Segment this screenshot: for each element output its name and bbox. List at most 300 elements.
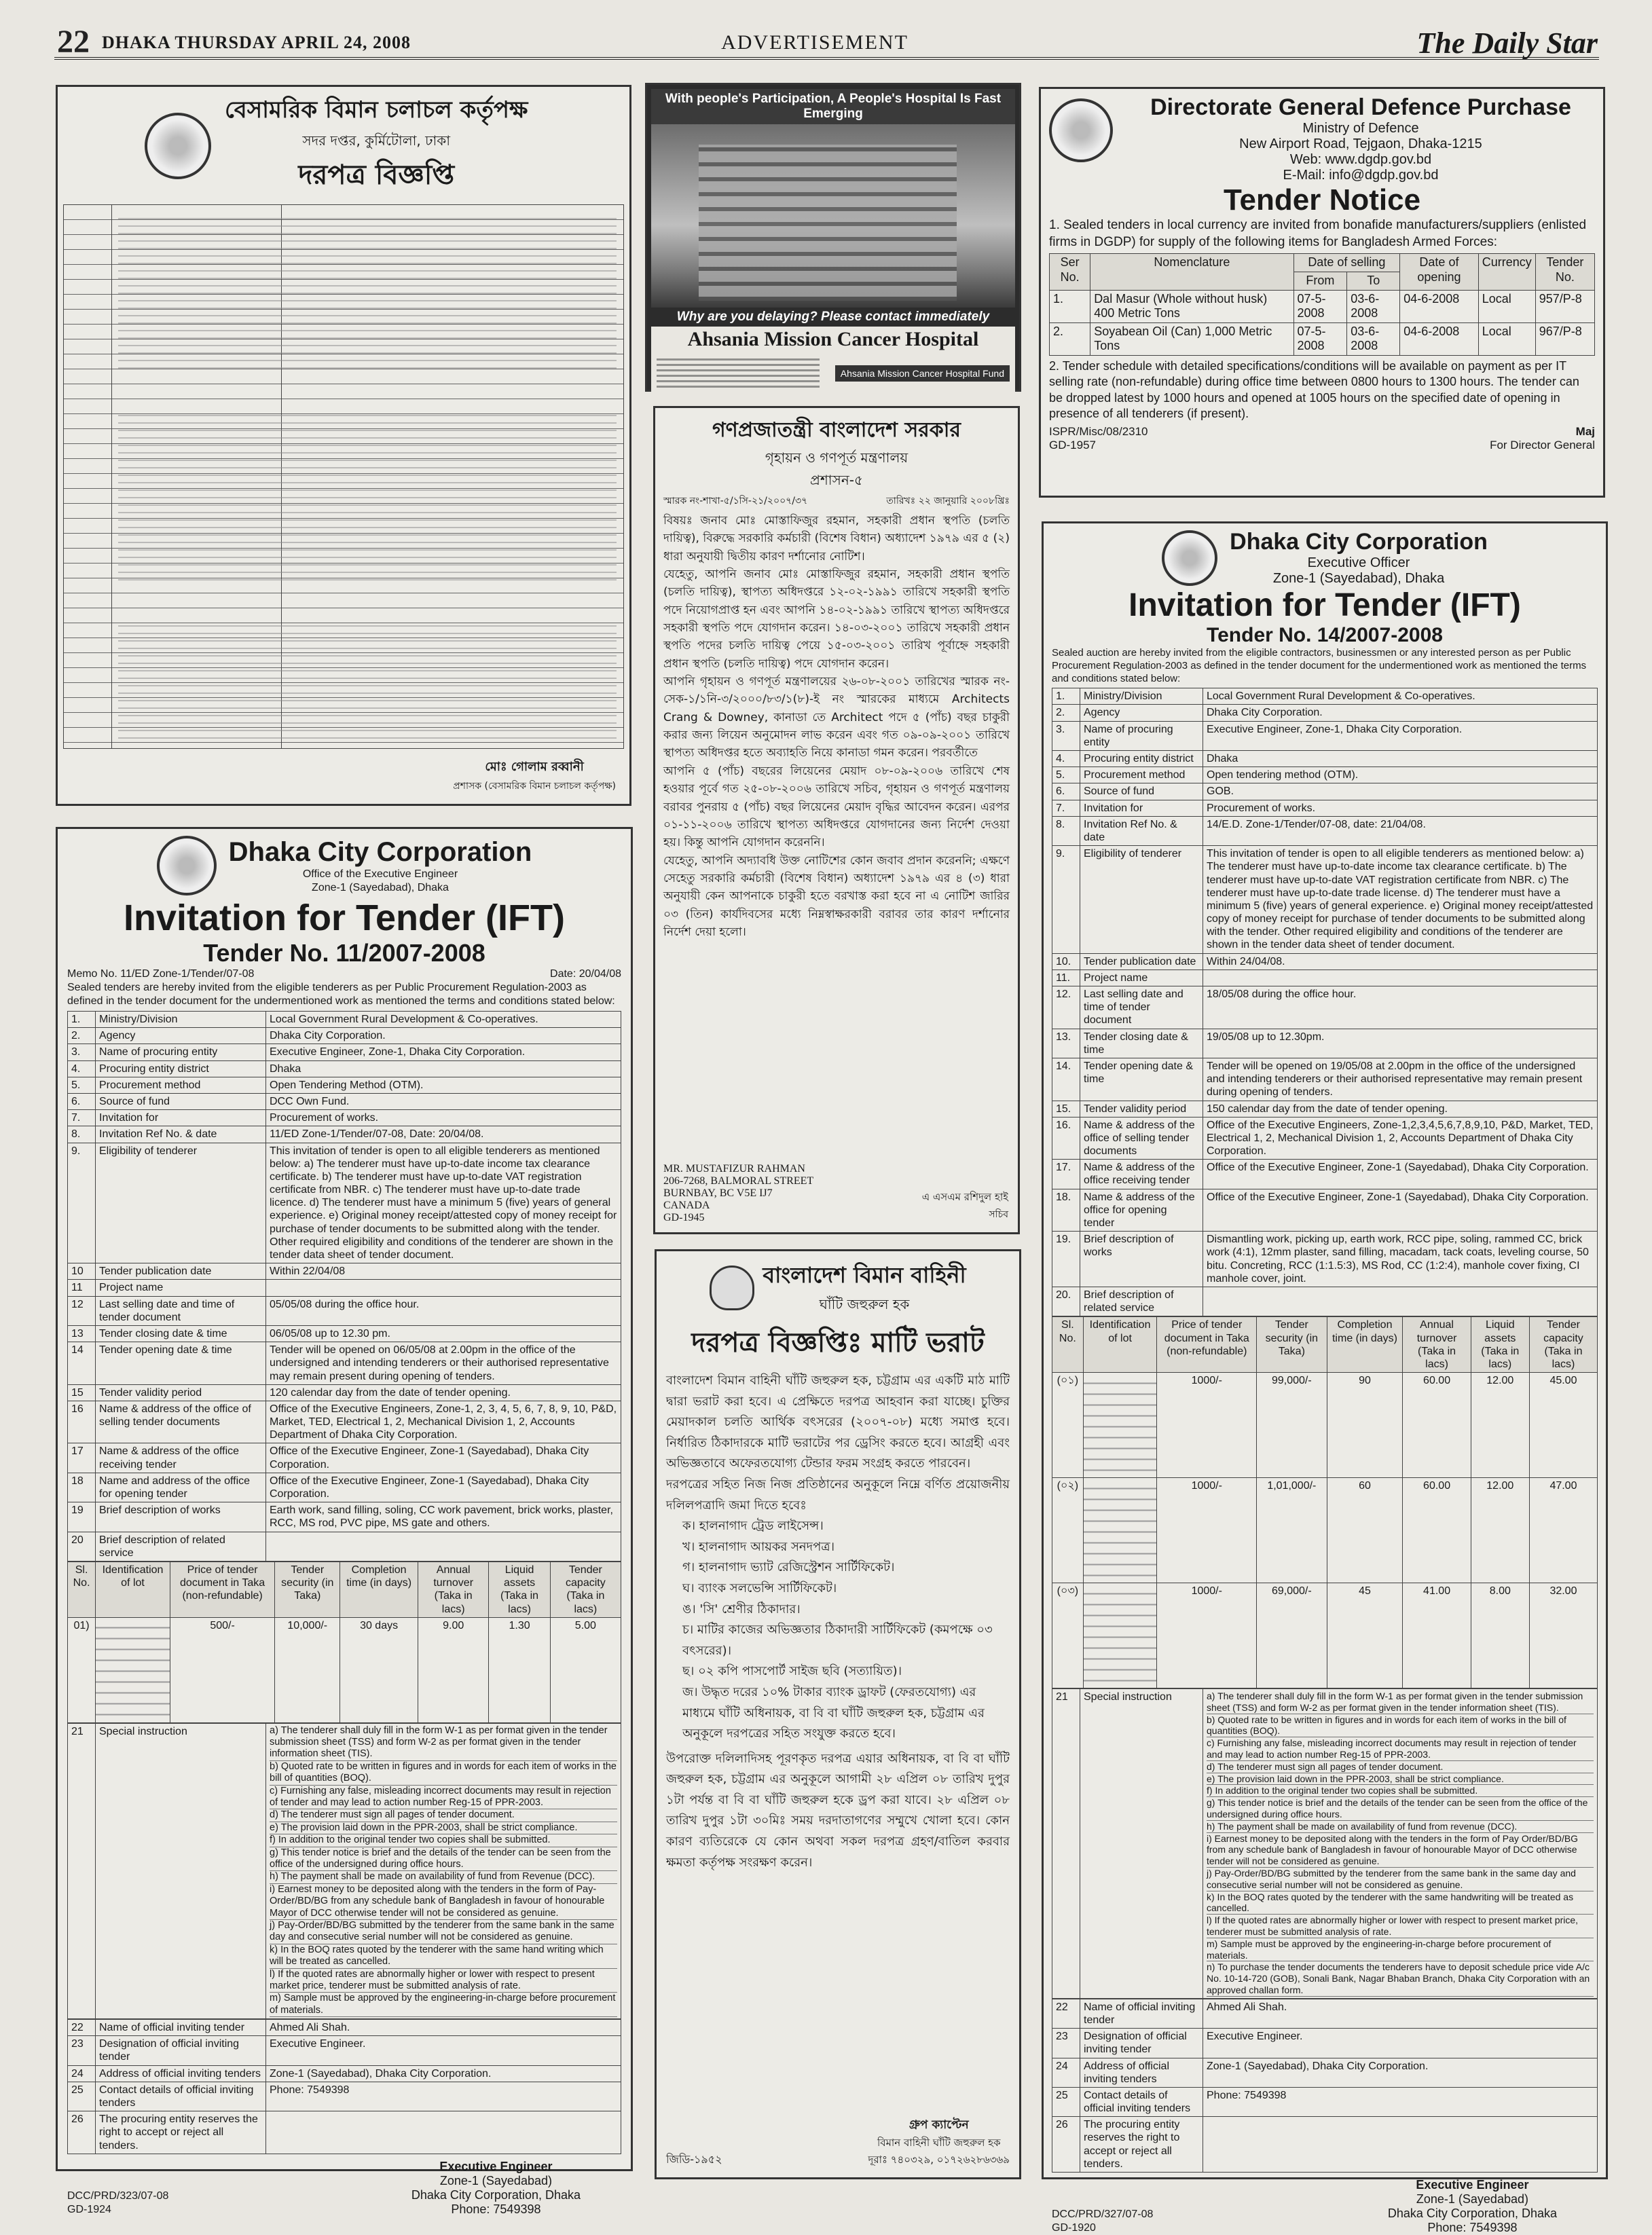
row-label: Procuring entity district xyxy=(96,1060,266,1077)
row-label: Name & address of the office for opening tender xyxy=(1080,1189,1203,1232)
row-value: Office of the Executive Engineer, Zone-1 (Sayedabad), Dhaka City Corporation. xyxy=(266,1443,621,1473)
dgdp-gd: GD-1957 xyxy=(1049,438,1096,451)
caab-signatory-name: মোঃ গোলাম রব্বানী xyxy=(485,760,584,774)
row-label: Project name xyxy=(1080,969,1203,986)
special-instruction: g) This tender notice is brief and the details of the tender can be seen from the office of the undersigned during office hours. xyxy=(270,1847,617,1872)
row-value: Office of the Executive Engineers, Zone-1,2,3,4,5,6,7,8,9,10, P&D, Market, TED, Electrical 1, 2, Mechanical Division 1, 2, Accounts Department of Dhaka City Corporation. xyxy=(1203,1117,1598,1160)
row-value: Local Government Rural Development & Co-operatives. xyxy=(1203,688,1598,705)
table-row xyxy=(68,1342,621,1385)
dgdp-col-open: Date of opening xyxy=(1400,254,1479,290)
table-row xyxy=(1052,2117,1598,2173)
lot-col-header: Sl. No. xyxy=(1052,1317,1084,1373)
lot-row xyxy=(1052,1583,1598,1688)
row-label: Invitation Ref No. & date xyxy=(96,1126,266,1143)
lot-cell: 69,000/- xyxy=(1257,1583,1327,1688)
lot-col-header: Price of tender document in Taka (non-refundable) xyxy=(170,1562,274,1617)
table-row xyxy=(1052,721,1598,750)
row-label: Tender opening date & time xyxy=(96,1342,266,1385)
row-value: Dhaka City Corporation. xyxy=(266,1028,621,1044)
row-number: 18 xyxy=(68,1473,96,1502)
lot-cell: 1000/- xyxy=(1157,1478,1257,1583)
table-row xyxy=(68,1532,621,1561)
special-instruction: j) Pay-Order/BD/BG submitted by the tenderer from the same bank in the same day and consecutive serial number will not be considered as genuine. xyxy=(270,1920,617,1944)
govt-addr-3: BURNBAY, BC V5E IJ7 xyxy=(663,1187,773,1199)
table-row xyxy=(68,1110,621,1126)
baf-list-item: খ। হালনাগাদ আয়কর সনদপত্র। xyxy=(682,1539,835,1554)
lot-cell: 1.30 xyxy=(489,1617,550,1722)
row-value: This invitation of tender is open to all eligible tenderers as mentioned below: a) The tenderer must have up-to-date income tax clearance certificate. b) The tenderer must have up-to-date VAT registration certificate from NBR. c) The tenderer must have up-to-date trade licence. d) The tenderer must have a minimum 5 (five) years of general experience. e) Original money receipt/attested copy of money receipt for purchase of tender documents to be submitted along with the tender. Other required eligibility and conditions of the tenderer are shown in the tender data sheet of tender document. xyxy=(266,1143,621,1263)
table-row xyxy=(1052,2029,1598,2058)
lot-cell: (০৩) xyxy=(1052,1583,1084,1688)
dgdp-cell-ser: 1. xyxy=(1050,290,1090,322)
table-row xyxy=(1052,2087,1598,2116)
row-number: 3. xyxy=(1052,721,1080,750)
dgdp-cell-from: 07-5-2008 xyxy=(1293,322,1347,355)
row-value: Local Government Rural Development & Co-operatives. xyxy=(266,1012,621,1028)
table-row xyxy=(1052,2058,1598,2087)
table-row xyxy=(68,1263,621,1280)
dcc-left-intro: Sealed tenders are hereby invited from the eligible tenderers as per Public Procurement Regulation-2003 as defined in the tender document for the undermentioned work as mentioned the terms and conditions stated below: xyxy=(67,982,615,1007)
dcc-left-sign-title: Executive Engineer xyxy=(439,2159,553,2173)
dgdp-email: E-Mail: info@dgdp.gov.bd xyxy=(1283,168,1439,183)
row-label: Procurement method xyxy=(1080,767,1203,783)
baf-list-item: ছ। ০২ কপি পাসপোর্ট সাইজ ছবি (সত্যায়িত)। xyxy=(682,1664,902,1679)
caab-ad xyxy=(56,85,631,806)
row-value: Phone: 7549398 xyxy=(266,2082,621,2111)
lot-cell: 5.00 xyxy=(550,1617,621,1722)
dgdp-intro: 1. Sealed tenders in local currency are invited from bonafide manufacturers/suppliers (enlisted firms in DGDP) for supply of the following items for Bangladesh Armed Forces: xyxy=(1049,218,1587,249)
row-number: 20. xyxy=(1052,1287,1080,1316)
row-value: 14/E.D. Zone-1/Tender/07-08, date: 21/04/08. xyxy=(1203,816,1598,845)
lot-col-header: Tender capacity (Taka in lacs) xyxy=(550,1562,621,1617)
dgdp-col-tender-no: Tender No. xyxy=(1535,254,1594,290)
baf-document-list xyxy=(666,1516,1010,1745)
table-row xyxy=(68,1093,621,1109)
table-row xyxy=(1052,1232,1598,1287)
lot-col-header: Identification of lot xyxy=(1083,1317,1157,1373)
row-number: 6. xyxy=(1052,783,1080,800)
special-instruction: d) The tenderer must sign all pages of tender document. xyxy=(1207,1761,1594,1773)
lot-cell: 90 xyxy=(1327,1373,1403,1478)
dgdp-cell-item: Dal Masur (Whole without husk) 400 Metric Tons xyxy=(1090,290,1293,322)
row-label: Tender publication date xyxy=(96,1263,266,1280)
row-value: Executive Engineer. xyxy=(266,2036,621,2065)
row-number: 19 xyxy=(68,1502,96,1532)
dcc-left-sign-org: Dhaka City Corporation, Dhaka xyxy=(411,2187,581,2202)
dgdp-ref: ISPR/Misc/08/2310 xyxy=(1049,424,1148,438)
table-row xyxy=(68,1280,621,1296)
row-label: Source of fund xyxy=(1080,783,1203,800)
baf-gd: জিডি-১৯৫২ xyxy=(666,2153,722,2166)
special-instruction: a) The tenderer shall duly fill in the form W-1 as per format given in the tender submission sheet (TSS) and form W-2 as per format given in the tender information sheet (TIS). xyxy=(1207,1691,1594,1714)
special-instruction: k) In the BOQ rates quoted by the tenderer with the same hand writing which will be treated as cancelled. xyxy=(270,1944,617,1969)
table-row xyxy=(1052,1029,1598,1058)
row-label: Tender opening date & time xyxy=(1080,1058,1203,1101)
table-row xyxy=(1052,783,1598,800)
dgdp-sign-for: For Director General xyxy=(1490,438,1595,451)
govt-ministry: গৃহায়ন ও গণপূর্ত মন্ত্রণালয় xyxy=(765,449,908,466)
dgdp-cell-cur: Local xyxy=(1478,322,1535,355)
dcc-right-office: Executive Officer xyxy=(1307,555,1410,570)
dcc-left-office: Office of the Executive Engineer xyxy=(302,868,458,880)
row-value: Zone-1 (Sayedabad), Dhaka City Corporation. xyxy=(266,2065,621,2082)
row-value: Tender will be opened on 06/05/08 at 2.00pm in the office of the undersigned and intending tenderers or their authorised representative may remain present during opening of tenders. xyxy=(266,1342,621,1385)
row-value: 19/05/08 up to 12.30pm. xyxy=(1203,1029,1598,1058)
row-number: 12 xyxy=(68,1296,96,1325)
row-label: Designation of official inviting tender xyxy=(1080,2029,1203,2058)
dgdp-sign: Maj xyxy=(1575,424,1595,438)
dgdp-ministry: Ministry of Defence xyxy=(1302,121,1419,136)
baf-crest-icon xyxy=(710,1266,754,1310)
row-number: 7. xyxy=(1052,800,1080,816)
table-row xyxy=(1052,846,1598,954)
dgdp-items-table xyxy=(1049,253,1595,356)
row-number: 12. xyxy=(1052,986,1080,1029)
row-number: 22 xyxy=(68,2020,96,2036)
dgdp-notice-title: Tender Notice xyxy=(1223,183,1421,217)
row-number: 13. xyxy=(1052,1029,1080,1058)
dcc-right-intro: Sealed auction are hereby invited from the eligible contractors, businessmen or any interested person as per Public Procurement Regulation-2003 as defined in the tender document for the undermentioned work as mentioned the terms and conditions stated below: xyxy=(1052,647,1587,684)
baf-base: ঘাঁটি জহুরুল হক xyxy=(819,1296,910,1312)
table-row xyxy=(1052,705,1598,721)
lot-col-header: Liquid assets (Taka in lacs) xyxy=(1471,1317,1529,1373)
dgdp-cell-from: 07-5-2008 xyxy=(1293,290,1347,322)
dcc-left-special-table: 21 Special instruction a) The tenderer shall duly fill in the form W-1 as per format given in the tender submission sheet (TSS) and form W-2 as per format given in the tender information sheet (TIS). b) Quoted rate to be written in figures and in words for each item of works in the bill of quantities (BOQ). c) Furnishing any false, misleading incorrect documents may result in rejection of tender and may lead to action number Reg-15 of PPR-2003. d) The tenderer must sign all pages of tender document. e) The provision laid down in the PPR-2003, shall be strict compliance. f) In addition to the original tender two copies shall be submitted. g) This tender notice is brief and the details of the tender can be seen from the office of the undersigned during office hours. h) The payment shall be made on availability of fund from Revenue (DCC). i) Earnest money to be deposited along with the tenders in the form of Pay-Order/BD/BG from any schedule bank of Bangladesh in favour of honourable Mayor of DCC otherwise tender will not be considered as genuine. j) Pay-Order/BD/BG submitted by the tenderer from the same bank in the same day and consecutive serial number will not be considered as genuine. k) In the BOQ rates quoted by the tenderer with the same hand writing which will be treated as cancelled. l) If the quoted rates are abnormally higher or lower with respect to present market price, tenderer must be submitted analysis of rate. m) Sample must be approved by the engineering-in-charge before procurement of materials. xyxy=(67,1723,621,2019)
row-value: Within 22/04/08 xyxy=(266,1263,621,1280)
row-number: 8. xyxy=(68,1126,96,1143)
govt-gd: GD-1945 xyxy=(663,1212,705,1223)
table-row xyxy=(1052,1189,1598,1232)
table-row xyxy=(1052,1117,1598,1160)
table-row xyxy=(1052,986,1598,1029)
dgdp-ad xyxy=(1039,87,1605,498)
special-instruction: l) If the quoted rates are abnormally higher or lower with respect to present market price, tenderer must be submitted analysis of rate. xyxy=(1207,1915,1594,1938)
row-number: 11. xyxy=(1052,969,1080,986)
row-label: Tender closing date & time xyxy=(1080,1029,1203,1058)
table-row xyxy=(68,1044,621,1060)
row-label: Tender validity period xyxy=(1080,1101,1203,1117)
row-value: 05/05/08 during the office hour. xyxy=(266,1296,621,1325)
row-value xyxy=(1203,2117,1598,2173)
special-instruction: e) The provision laid down in the PPR-2003, shall be strict compliance. xyxy=(270,1822,617,1834)
row-value: Procurement of works. xyxy=(266,1110,621,1126)
row-value: Open Tendering Method (OTM). xyxy=(266,1077,621,1093)
special-instruction: e) The provision laid down in the PPR-2003, shall be strict compliance. xyxy=(1207,1773,1594,1786)
row-label: Last selling date and time of tender document xyxy=(1080,986,1203,1029)
row-label: Eligibility of tenderer xyxy=(96,1143,266,1263)
caab-table xyxy=(63,204,624,749)
dcc-left-title: Dhaka City Corporation xyxy=(228,836,532,867)
row-number: 2. xyxy=(68,1028,96,1044)
baf-notice-ad xyxy=(655,1249,1021,2179)
table-row xyxy=(68,1384,621,1401)
row-value: Dismantling work, picking up, earth work, RCC pipe, soling, rammed CC, brick work (4:1), 12mm plaster, sand filling, macadam, tack coats, leveling course, 50 bitu. Concreting, RCC (1:1.5:3), MS Rod, CC (1:2:4), manhole cover fixing, CI manhole cover, joint. xyxy=(1203,1232,1598,1287)
dcc-right-logo-icon xyxy=(1162,530,1217,586)
baf-list-item: চ। মাটির কাজের অভিজ্ঞতার ঠিকাদারী সার্টিফিকেট (কমপক্ষে ০৩ বৎসরের)। xyxy=(682,1623,993,1658)
lot-header-row xyxy=(68,1562,621,1617)
lot-cell: 47.00 xyxy=(1529,1478,1597,1583)
baf-notice: দরপত্র বিজ্ঞপ্তিঃ মাটি ভরাট xyxy=(691,1327,985,1359)
hospital-ad xyxy=(645,83,1021,392)
hospital-fund: Ahsania Mission Cancer Hospital Fund xyxy=(835,365,1010,382)
table-row xyxy=(68,2082,621,2111)
baf-phone: দূরাঃ ৭৪০৩২৯, ০১৭২৬২৮৬৩৬৯ xyxy=(868,2154,1010,2166)
baf-title: বাংলাদেশ বিমান বাহিনী xyxy=(763,1262,966,1288)
govt-notice-ad xyxy=(653,406,1020,1234)
dcc-logo-icon xyxy=(157,836,217,895)
row-value: This invitation of tender is open to all eligible tenderers as mentioned below: a) The tenderer must have up-to-date income tax clearance certificate. b) The tenderer must have up-to-date VAT registration certificate from NBR. c) The tenderer must have up-to-date trade license. d) The tenderer must have a minimum 5 (five) years of general experience. e) Original money receipt/attested copy of money receipt for purchase of tender documents to be submitted along with the tender. Other required eligibility and conditions of the tenderer are shown in the tender data sheet of tender document. xyxy=(1203,846,1598,954)
row-number: 4. xyxy=(68,1060,96,1077)
row-number: 25 xyxy=(1052,2087,1080,2116)
row-value: Executive Engineer. xyxy=(1203,2029,1598,2058)
dgdp-col-ser: Ser No. xyxy=(1050,254,1090,290)
special-instruction: i) Earnest money to be deposited along with the tenders in the form of Pay-Order/BD/BG from any schedule bank of Bangladesh in favour of honourable Mayor of DCC otherwise tender will not be considered as genuine. xyxy=(270,1884,617,1920)
row-value xyxy=(266,1280,621,1296)
dcc-right-title: Dhaka City Corporation xyxy=(1230,529,1488,555)
govt-body-4: যেহেতু, আপনি অদ্যাবধি উক্ত নোটিশের কোন জবাব প্রদান করেননি; এক্ষণে সেহেতু সরকারি কর্মচারী (বিশেষ বিধান) অধ্যাদেশ ১৯৭৯ এর ৪ (৩) ধারা অনুযায়ী কেন আপনাকে চাকুরী হতে বরখাস্ত করা হবে না এ নোটিশ জারির ০৩ (তিন) কার্যদিবসের মধ্যে নিম্নস্বাক্ষরকারী বরাবর তার কারণ দর্শানোর নির্দেশ দেয়া হলো। xyxy=(663,853,1010,939)
row-value: 120 calendar day from the date of tender opening. xyxy=(266,1384,621,1401)
row-label: Name & address of the office of selling tender documents xyxy=(1080,1117,1203,1160)
row-number: 26 xyxy=(1052,2117,1080,2173)
row-number: 24 xyxy=(68,2065,96,2082)
row-number: 14. xyxy=(1052,1058,1080,1101)
row-label: Name of official inviting tender xyxy=(1080,1999,1203,2028)
dcc-right-gd: GD-1920 xyxy=(1052,2222,1096,2234)
govt-body-1: যেহেতু, আপনি জনাব মোঃ মোস্তাফিজুর রহমান, সহকারী প্রধান স্থপতি (চলতি দায়িত্ব), স্থাপত্য অধিদপ্তরে ১২-০২-১৯৯১ তারিখে সহকারী স্থপতি পদে নিয়োগপ্রাপ্ত হন এবং আপনি ১৪-০২-১৯৯১ তারিখে স্থাপত্য অধিদপ্তরে সহকারী স্থপতি পদে যোগদান করেন। ১৪-০৩-২০০১ তারিখে সহকারী প্রধান স্থপতি পদের চলতি দায়িত্ব পেয়ে ১৫-০৩-২০০১ তারিখ পূর্বাহ্নে সহকারী প্রধান স্থপতি (চলতি দায়িত্ব) পদে যোগদান করেন। xyxy=(663,568,1010,671)
lot-col-header: Annual turnover (Taka in lacs) xyxy=(418,1562,488,1617)
dcc-left-signature xyxy=(411,2160,581,2217)
special-instruction: b) Quoted rate to be written in figures and in words for each item of works in the bill of quantities (BOQ). xyxy=(270,1761,617,1786)
table-row xyxy=(68,1012,621,1028)
lot-cell: 45 xyxy=(1327,1583,1403,1688)
table-row xyxy=(1052,1287,1598,1316)
row-number: 16. xyxy=(1052,1117,1080,1160)
row-number: 20 xyxy=(68,1532,96,1561)
row-label: Procurement method xyxy=(96,1077,266,1093)
caab-title: বেসামরিক বিমান চলাচল কর্তৃপক্ষ xyxy=(225,96,528,124)
row-number: 23 xyxy=(1052,2029,1080,2058)
row-label: Invitation for xyxy=(96,1110,266,1126)
row-number: 1. xyxy=(68,1012,96,1028)
special-instruction: l) If the quoted rates are abnormally higher or lower with respect to present market price, tenderer must be submitted analysis of rate. xyxy=(270,1969,617,1993)
table-row xyxy=(1052,1999,1598,2028)
table-row xyxy=(68,1296,621,1325)
lot-cell: 45.00 xyxy=(1529,1373,1597,1478)
row-number: 11 xyxy=(68,1280,96,1296)
row-value: Office of the Executive Engineer, Zone-1 (Sayedabad), Dhaka City Corporation. xyxy=(1203,1160,1598,1189)
caab-notice: দরপত্র বিজ্ঞপ্তি xyxy=(298,160,455,191)
dgdp-cell-no: 957/P-8 xyxy=(1535,290,1594,322)
govt-title: গণপ্রজাতন্ত্রী বাংলাদেশ সরকার xyxy=(712,418,961,442)
special-instruction: c) Furnishing any false, misleading incorrect documents may result in rejection of tender and may lead to action number Reg-15 of PPR-2003. xyxy=(270,1786,617,1810)
row-label: Agency xyxy=(1080,705,1203,721)
row-label: Invitation Ref No. & date xyxy=(1080,816,1203,845)
dgdp-cell-open: 04-6-2008 xyxy=(1400,290,1479,322)
row-value xyxy=(266,1532,621,1561)
row-value xyxy=(266,2111,621,2154)
lot-row xyxy=(1052,1478,1598,1583)
row-label: Brief description of related service xyxy=(96,1532,266,1561)
row-value: Ahmed Ali Shah. xyxy=(266,2020,621,2036)
dcc-left-gd: GD-1924 xyxy=(67,2203,111,2215)
row-value: Open tendering method (OTM). xyxy=(1203,767,1598,783)
govt-date: তারিখঃ ২২ জানুয়ারি ২০০৮খ্রিঃ xyxy=(886,496,1010,506)
special-instruction: h) The payment shall be made on availability of fund from Revenue (DCC). xyxy=(270,1871,617,1883)
lot-cell xyxy=(1083,1373,1157,1478)
dcc-left-ref: DCC/PRD/323/07-08 xyxy=(67,2190,169,2202)
dgdp-address: New Airport Road, Tejgaon, Dhaka-1215 xyxy=(1239,136,1482,151)
table-row xyxy=(68,1325,621,1342)
lot-col-header: Sl. No. xyxy=(68,1562,96,1617)
dcc-right-special-table: 21 Special instruction a) The tenderer shall duly fill in the form W-1 as per format given in the tender submission sheet (TSS) and form W-2 as per format given in the tender information sheet (TIS). b) Quoted rate to be written in figures and in words for each item of works in the bill of quantities (BOQ). c) Furnishing any false, misleading incorrect documents may result in rejection of tender and may lead to action number Reg-15 of PPR-2003. d) The tenderer must sign all pages of tender document. e) The provision laid down in the PPR-2003, shall be strict compliance. f) In addition to the original tender two copies shall be submitted. g) This tender notice is brief and the details of the tender can be seen from the office of the undersigned during office hours. h) The payment shall be made on availability of fund from revenue (DCC). i) Earnest money to be deposited along with the tenders in the form of Pay Order/BD/BG from any schedule bank of Bangladesh in favour of honourable Mayor of DCC otherwise tender will not be considered as genuine. j) Pay-Order/BD/BG submitted by the tenderer from the same bank in the same day and consecutive serial number will not be considered as genuine. k) In the BOQ rates quoted by the tenderer with the same handwriting will be treated as cancelled. l) If the quoted rates are abnormally higher or lower with respect to present market price, tenderer must be submitted analysis of rate. m) Sample must be approved by the engineering-in-charge before procurement of materials. n) To purchase the tender documents the tenderers have to deposit schedule price vide A/c No. 10-14-720 (GOB), Sonali Bank, Nagar Bhaban Branch, Dhaka City Corporation with an approved challan form. xyxy=(1052,1688,1598,1999)
dcc-right-sign-org: Dhaka City Corporation, Dhaka xyxy=(1387,2206,1557,2221)
dgdp-col-item: Nomenclature xyxy=(1090,254,1293,290)
dgdp-cell-cur: Local xyxy=(1478,290,1535,322)
table-row xyxy=(1052,751,1598,767)
row-label: Name of official inviting tender xyxy=(96,2020,266,2036)
lot-cell: (০১) xyxy=(1052,1373,1084,1478)
govt-addr-2: 206-7268, BALMORAL STREET xyxy=(663,1175,814,1187)
row-number: 4. xyxy=(1052,751,1080,767)
special-instruction: i) Earnest money to be deposited along with the tenders in the form of Pay Order/BD/BG from any schedule bank of Bangladesh in favour of honourable Mayor of DCC otherwise tender will not be considered as genuine. xyxy=(1207,1833,1594,1868)
dcc-right-tender-no: Tender No. 14/2007-2008 xyxy=(1207,624,1443,646)
row-value: 18/05/08 during the office hour. xyxy=(1203,986,1598,1029)
dcc-right-lot-table xyxy=(1052,1316,1598,1688)
dgdp-title: Directorate General Defence Purchase xyxy=(1150,94,1571,120)
dgdp-cell-to: 03-6-2008 xyxy=(1347,322,1400,355)
dcc-left-sign-zone: Zone-1 (Sayedabad) xyxy=(439,2173,552,2187)
row-number: 6. xyxy=(68,1093,96,1109)
row-value: DCC Own Fund. xyxy=(266,1093,621,1109)
row-number: 16 xyxy=(68,1401,96,1443)
dcc-left-memo: Memo No. 11/ED Zone-1/Tender/07-08 xyxy=(67,968,255,980)
baf-list-item: জ। উদ্ধৃত দরের ১০% টাকার ব্যাংক ড্রাফট (ফেরতযোগ্য) এর মাধ্যমে ঘাঁটি অধিনায়ক, বা বি বা ঘাঁটি জহুরুল হক, চট্টগ্রাম এর অনুকূলে দরপত্রের সহিত সংযুক্ত করতে হবে। xyxy=(682,1684,985,1741)
lot-cell: 32.00 xyxy=(1529,1583,1597,1688)
baf-signatory-base: বিমান বাহিনী ঘাঁটি জহুরুল হক xyxy=(877,2137,1001,2149)
lot-col-header: Identification of lot xyxy=(96,1562,170,1617)
row-value: Dhaka xyxy=(1203,751,1598,767)
row-label: Tender publication date xyxy=(1080,953,1203,969)
row-number: 9. xyxy=(68,1143,96,1263)
table-row xyxy=(68,1502,621,1532)
table-row xyxy=(68,1126,621,1143)
row-value: Earth work, sand filling, soling, CC work pavement, brick works, plaster, RCC, MS rod, PVC pipe, MS gate and others. xyxy=(266,1502,621,1532)
lot-cell: 99,000/- xyxy=(1257,1373,1327,1478)
row-label: Invitation for xyxy=(1080,800,1203,816)
row-number: 13 xyxy=(68,1325,96,1342)
dateline: DHAKA THURSDAY APRIL 24, 2008 xyxy=(102,33,411,52)
row-value: Executive Engineer, Zone-1, Dhaka City Corporation. xyxy=(266,1044,621,1060)
row-label: Procuring entity district xyxy=(1080,751,1203,767)
special-instruction: k) In the BOQ rates quoted by the tenderer with the same handwriting will be treated as cancelled. xyxy=(1207,1891,1594,1915)
table-row xyxy=(68,1473,621,1502)
table-row xyxy=(68,2065,621,2082)
table-row xyxy=(68,1143,621,1263)
dgdp-col-selling: Date of selling xyxy=(1293,254,1400,272)
lot-col-header: Price of tender document in Taka (non-refundable) xyxy=(1157,1317,1257,1373)
row-label: Tender closing date & time xyxy=(96,1325,266,1342)
lot-cell xyxy=(1083,1478,1157,1583)
row-label: Name of procuring entity xyxy=(1080,721,1203,750)
row-label: Brief description of works xyxy=(96,1502,266,1532)
row-value xyxy=(1203,1287,1598,1316)
dgdp-cell-open: 04-6-2008 xyxy=(1400,322,1479,355)
dcc-right-signature xyxy=(1388,2178,1557,2235)
row-value: 06/05/08 up to 12.30 pm. xyxy=(266,1325,621,1342)
row-number: 15. xyxy=(1052,1101,1080,1117)
row-value: Executive Engineer, Zone-1, Dhaka City Corporation. xyxy=(1203,721,1598,750)
baf-list-item: গ। হালনাগাদ ভ্যাট রেজিস্ট্রেশন সার্টিফিকেট। xyxy=(682,1560,895,1575)
lot-header-row xyxy=(1052,1317,1598,1373)
table-row xyxy=(1052,1058,1598,1101)
row-value: GOB. xyxy=(1203,783,1598,800)
lot-cell: 12.00 xyxy=(1471,1478,1529,1583)
dcc-right-sign-zone: Zone-1 (Sayedabad) xyxy=(1416,2192,1528,2206)
row-value: Within 24/04/08. xyxy=(1203,953,1598,969)
lot-col-header: Completion time (in days) xyxy=(340,1562,418,1617)
row-label: Name and address of the office for opening tender xyxy=(96,1473,266,1502)
lot-cell: 1000/- xyxy=(1157,1373,1257,1478)
lot-cell: 500/- xyxy=(170,1617,274,1722)
hospital-name: Ahsania Mission Cancer Hospital xyxy=(651,327,1015,352)
lot-cell: (০২) xyxy=(1052,1478,1084,1583)
lot-col-header: Liquid assets (Taka in lacs) xyxy=(489,1562,550,1617)
special-instruction: m) Sample must be approved by the engineering-in-charge before procurement of materials. xyxy=(1207,1938,1594,1962)
special-instruction: j) Pay-Order/BD/BG submitted by the tenderer from the same bank in the same day and consecutive serial number will not be considered as genuine. xyxy=(1207,1868,1594,1891)
lot-cell: 60.00 xyxy=(1403,1478,1471,1583)
row-value: Tender will be opened on 19/05/08 at 2.00pm in the office of the undersigned and intending tenderers or their authorised representative may remain present during opening of tenders. xyxy=(1203,1058,1598,1101)
row-label: Contact details of official inviting tenders xyxy=(1080,2087,1203,2116)
row-value: Procurement of works. xyxy=(1203,800,1598,816)
row-number: 23 xyxy=(68,2036,96,2065)
row-number: 5. xyxy=(1052,767,1080,783)
table-row xyxy=(68,1077,621,1093)
row-number: 26 xyxy=(68,2111,96,2154)
dcc-right-terms-table xyxy=(1052,688,1598,1316)
row-value: Office of the Executive Engineer, Zone-1 (Sayedabad), Dhaka City Corporation. xyxy=(1203,1189,1598,1232)
govt-memo: স্মারক নং-শাখা-৫/১সি-২১/২০০৭/৩৭ xyxy=(663,496,808,506)
govt-subject: বিষয়ঃ জনাব মোঃ মোস্তাফিজুর রহমান, সহকারী প্রধান স্থপতি (চলতি দায়িত্ব), বিরুদ্ধে সরকারি কর্মচারী (বিশেষ বিধান) অধ্যাদেশ ১৯৭৯ এর ৫ (২) ধারা অনুযায়ী দ্বিতীয় কারণ দর্শানোর নোটিশ। xyxy=(663,514,1010,564)
dcc-left-date: Date: 20/04/08 xyxy=(550,968,621,980)
table-row xyxy=(1052,767,1598,783)
hospital-banner-top: With people's Participation, A People's Hospital Is Fast Emerging xyxy=(651,89,1015,124)
lot-row xyxy=(1052,1373,1598,1478)
row-number: 9. xyxy=(1052,846,1080,954)
table-row xyxy=(1052,969,1598,986)
caab-subtitle: সদর দপ্তর, কুর্মিটোলা, ঢাকা xyxy=(302,132,451,149)
dgdp-col-to: To xyxy=(1347,272,1400,290)
dcc-right-ref: DCC/PRD/327/07-08 xyxy=(1052,2209,1154,2221)
govt-signatory: এ এসএম রশিদুল হাই xyxy=(921,1191,1008,1203)
special-instruction: m) Sample must be approved by the engineering-in-charge before procurement of materials. xyxy=(270,1993,617,2017)
row-number: 8. xyxy=(1052,816,1080,845)
row-label: Name & address of the office receiving tender xyxy=(1080,1160,1203,1189)
row-value: Phone: 7549398 xyxy=(1203,2087,1598,2116)
row-label: Address of official inviting tenders xyxy=(1080,2058,1203,2087)
special-instruction: c) Furnishing any false, misleading incorrect documents may result in rejection of tender and may lead to action number Reg-15 of PPR-2003. xyxy=(1207,1737,1594,1761)
dcc-left-ift: Invitation for Tender (IFT) xyxy=(124,898,565,938)
dgdp-cell-no: 967/P-8 xyxy=(1535,322,1594,355)
row-label: Eligibility of tenderer xyxy=(1080,846,1203,954)
row-label: Name & address of the office receiving tender xyxy=(96,1443,266,1473)
table-row xyxy=(68,1028,621,1044)
dgdp-col-from: From xyxy=(1293,272,1347,290)
row-number: 3. xyxy=(68,1044,96,1060)
govt-section: প্রশাসন-৫ xyxy=(810,472,863,488)
table-row xyxy=(68,2036,621,2065)
row-number: 17. xyxy=(1052,1160,1080,1189)
govt-body-2: আপনি গৃহায়ন ও গণপূর্ত মন্ত্রণালয়ের ২৬-০৮-২০০১ তারিখের স্মারক নং-সেক-১/১নি-৩/২০০০/৮৩/১(৮)-ই নং স্মারকের মাধ্যমে Architects Crang & Downey, কানাডা তে Architect পদে ৫ (পাঁচ) বছর চাকুরী করার জন্য লিয়েন অনুমোদন লাভ করেন এবং গত ০৯-০৯-২০০১ তারিখে স্থাপত্য অধিদপ্তর হতে অব্যাহতি নিয়ে কানাডা গমন করেন। পরবর্তীতে xyxy=(663,675,1010,760)
